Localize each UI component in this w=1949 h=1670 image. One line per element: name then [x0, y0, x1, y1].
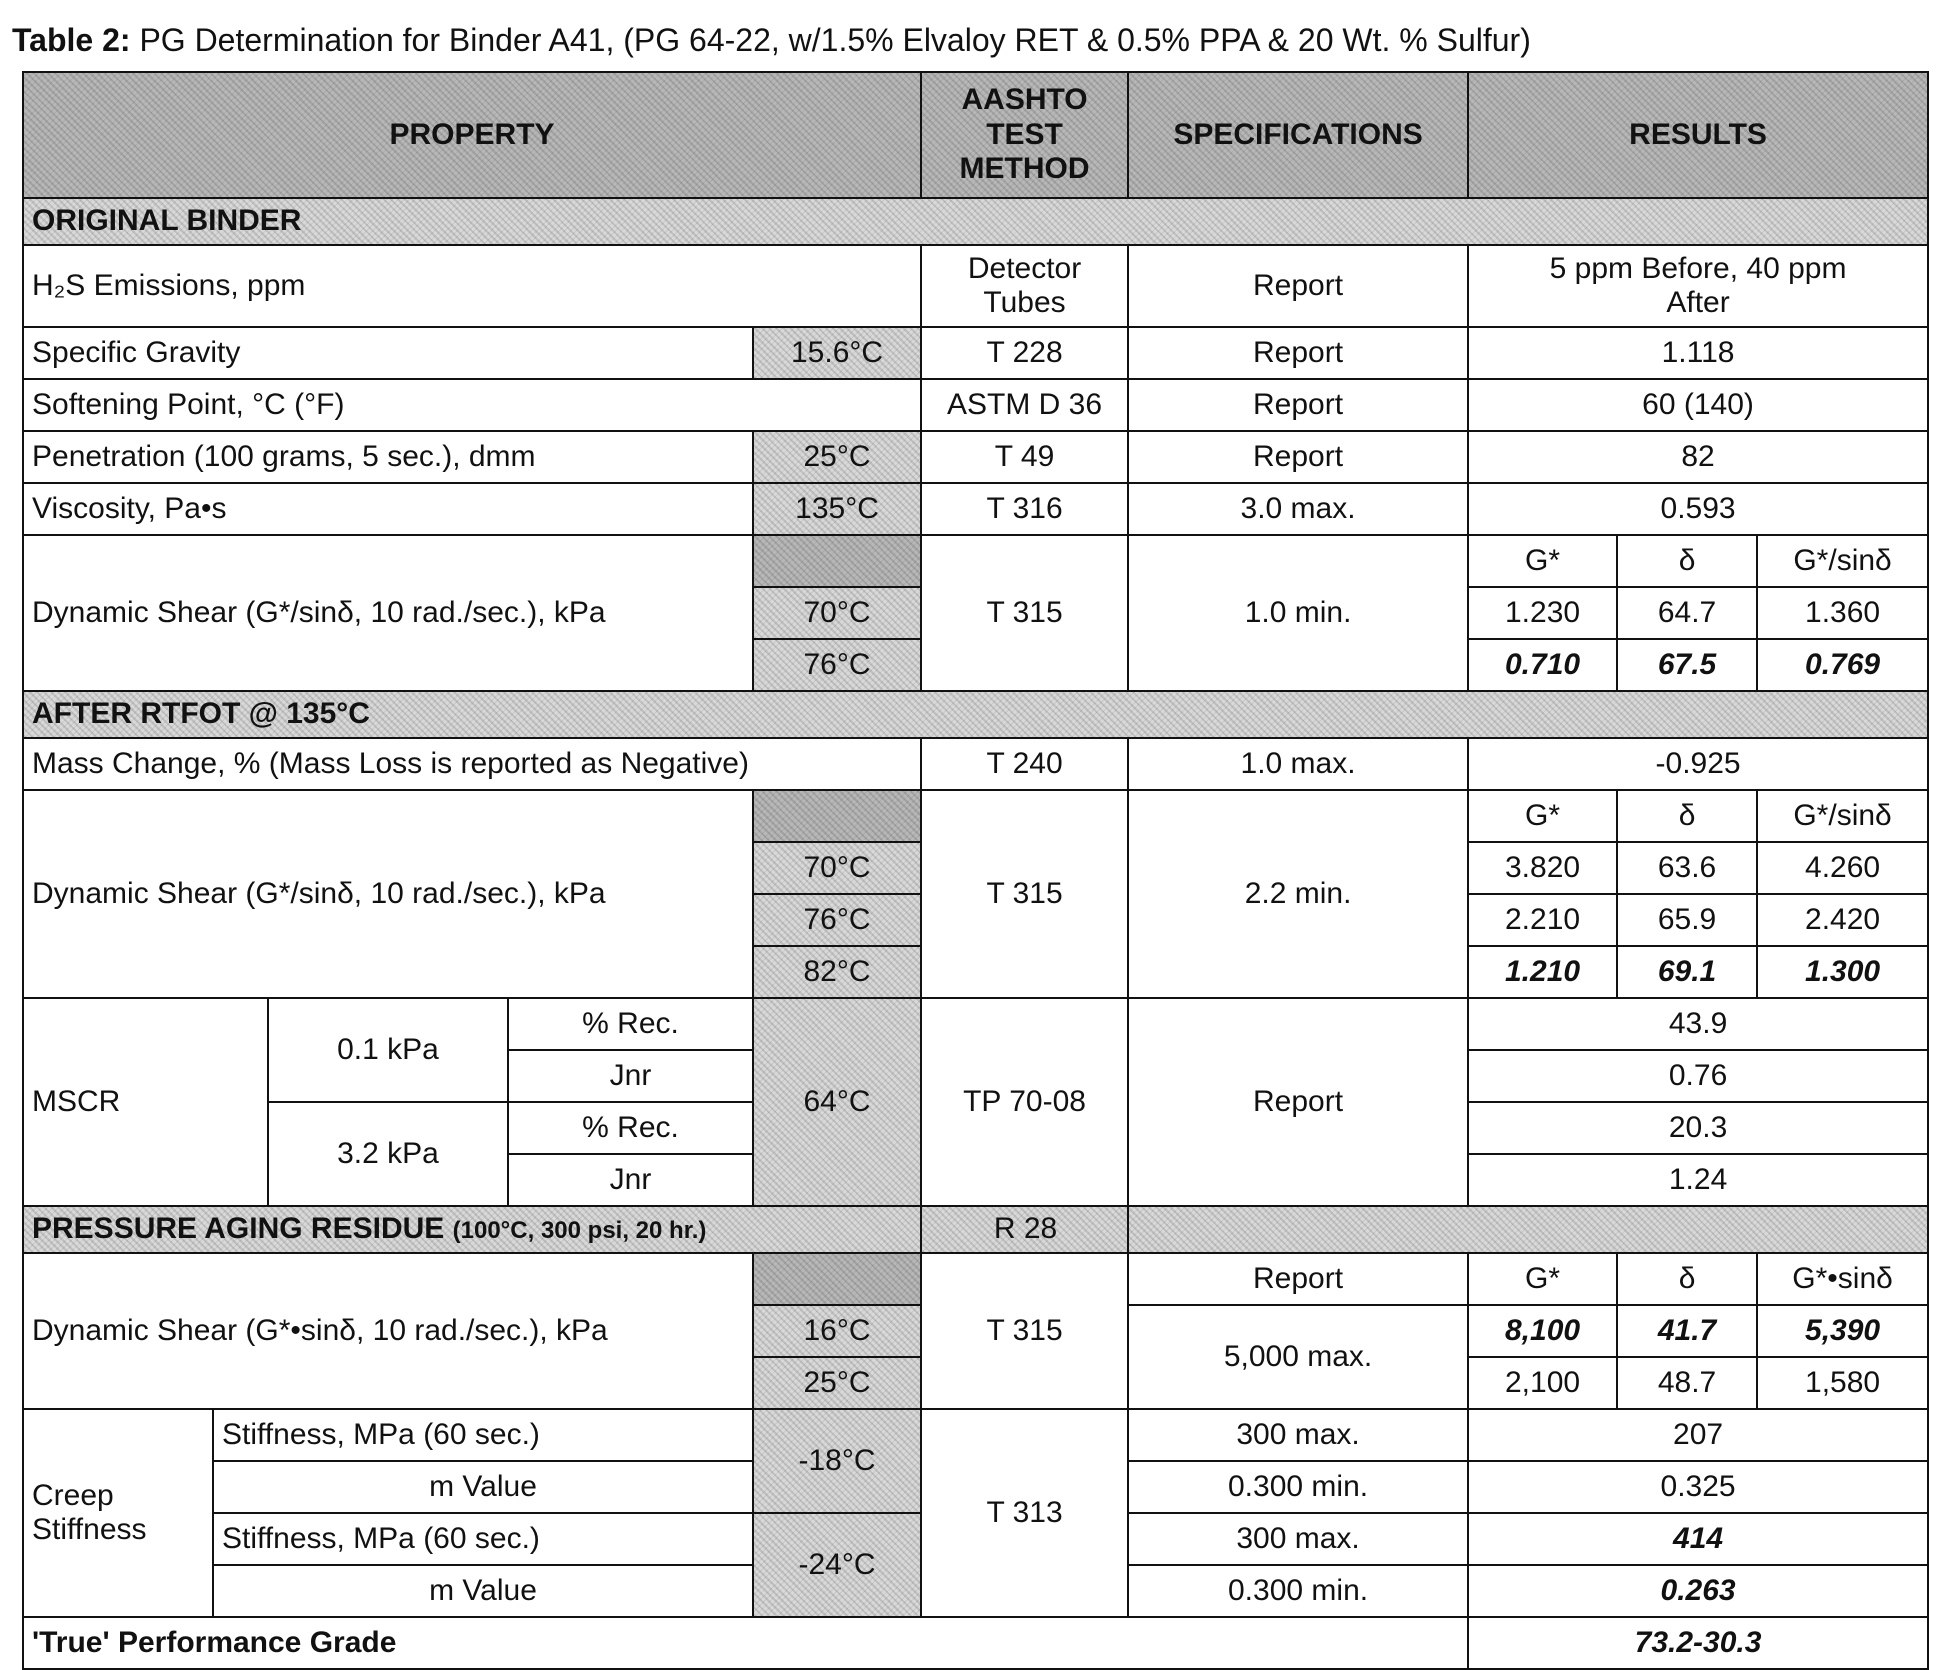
measure: % Rec. [508, 998, 753, 1050]
property: Dynamic Shear (G*•sinδ, 10 rad./sec.), kPa [23, 1253, 753, 1409]
temperature: 64°C [753, 998, 921, 1206]
method: T 49 [921, 431, 1128, 483]
section-row [23, 691, 1928, 738]
measure: Jnr [508, 1050, 753, 1102]
spec: 0.300 min. [1128, 1461, 1468, 1513]
creep-label: m Value [213, 1565, 753, 1617]
value: 0.710 [1468, 639, 1617, 691]
property: Mass Change, % (Mass Loss is reported as Negative) [23, 738, 921, 790]
temperature: 82°C [753, 946, 921, 998]
value: 67.5 [1617, 639, 1757, 691]
value: 63.6 [1617, 842, 1757, 894]
spec: Report [1128, 327, 1468, 379]
spec: 300 max. [1128, 1513, 1468, 1565]
spec: 1.0 max. [1128, 738, 1468, 790]
temperature: -18°C [753, 1409, 921, 1513]
result: 0.593 [1468, 483, 1928, 535]
temperature: 16°C [753, 1305, 921, 1357]
table-caption: PG Determination for Binder A41, (PG 64-22, w/1.5% Elvaloy RET & 0.5% PPA & 20 Wt. % Sulfur) [131, 22, 1531, 58]
header-row [23, 72, 1928, 198]
value: 1,580 [1757, 1357, 1928, 1409]
method: R 28 [921, 1206, 1128, 1253]
result: 0.76 [1468, 1050, 1928, 1102]
table-row [23, 535, 1928, 587]
col-g: G* [1468, 535, 1617, 587]
spec: 1.0 min. [1128, 535, 1468, 691]
property: MSCR [23, 998, 268, 1206]
header-results: RESULTS [1468, 72, 1928, 198]
spec: Report [1128, 431, 1468, 483]
method: T 228 [921, 327, 1128, 379]
table-row [23, 1617, 1928, 1669]
value: 4.260 [1757, 842, 1928, 894]
value: 64.7 [1617, 587, 1757, 639]
result: 20.3 [1468, 1102, 1928, 1154]
method: TP 70-08 [921, 998, 1128, 1206]
temperature-blank [753, 1253, 921, 1305]
col-delta: δ [1617, 1253, 1757, 1305]
table-label: Table 2: [12, 22, 131, 58]
section-after-rtfot: AFTER RTFOT @ 135°C [23, 691, 1928, 738]
table-row [23, 483, 1928, 535]
temperature-blank [753, 535, 921, 587]
col-g-sin: G*•sinδ [1757, 1253, 1928, 1305]
property: Specific Gravity [23, 327, 753, 379]
temperature: 76°C [753, 639, 921, 691]
result: 73.2-30.3 [1468, 1617, 1928, 1669]
spec: Report [1128, 245, 1468, 327]
method: T 313 [921, 1409, 1128, 1617]
table-title [12, 22, 1531, 59]
temperature-blank [753, 790, 921, 842]
creep-label: m Value [213, 1461, 753, 1513]
value: 0.769 [1757, 639, 1928, 691]
temperature: 70°C [753, 587, 921, 639]
spec: Report [1128, 998, 1468, 1206]
value: 48.7 [1617, 1357, 1757, 1409]
result: 1.118 [1468, 327, 1928, 379]
result: 207 [1468, 1409, 1928, 1461]
table-row [23, 245, 1928, 327]
method: ASTM D 36 [921, 379, 1128, 431]
table-row [23, 738, 1928, 790]
col-g: G* [1468, 790, 1617, 842]
result: 0.263 [1468, 1565, 1928, 1617]
spec: 300 max. [1128, 1409, 1468, 1461]
property: Viscosity, Pa•s [23, 483, 753, 535]
spec: 3.0 max. [1128, 483, 1468, 535]
table-row [23, 379, 1928, 431]
property: Dynamic Shear (G*/sinδ, 10 rad./sec.), kPa [23, 790, 753, 998]
spec: Report [1128, 1253, 1468, 1305]
value: 2,100 [1468, 1357, 1617, 1409]
method: T 240 [921, 738, 1128, 790]
value: 5,390 [1757, 1305, 1928, 1357]
creep-label: Stiffness, MPa (60 sec.) [213, 1409, 753, 1461]
col-delta: δ [1617, 790, 1757, 842]
result: 1.24 [1468, 1154, 1928, 1206]
temperature: 25°C [753, 1357, 921, 1409]
spec: 0.300 min. [1128, 1565, 1468, 1617]
value: 1.230 [1468, 587, 1617, 639]
value: 2.420 [1757, 894, 1928, 946]
method: Detector Tubes [921, 245, 1128, 327]
section-row [23, 1206, 1928, 1253]
method: T 315 [921, 790, 1128, 998]
measure: % Rec. [508, 1102, 753, 1154]
section-original-binder: ORIGINAL BINDER [23, 198, 1928, 245]
col-g-sin: G*/sinδ [1757, 790, 1928, 842]
table-row [23, 1253, 1928, 1305]
temperature: -24°C [753, 1513, 921, 1617]
col-g: G* [1468, 1253, 1617, 1305]
temperature: 76°C [753, 894, 921, 946]
section-note: (100°C, 300 psi, 20 hr.) [453, 1217, 707, 1244]
result: 43.9 [1468, 998, 1928, 1050]
value: 65.9 [1617, 894, 1757, 946]
table-row [23, 790, 1928, 842]
property: Creep Stiffness [23, 1409, 213, 1617]
value: 3.820 [1468, 842, 1617, 894]
col-delta: δ [1617, 535, 1757, 587]
header-property: PROPERTY [23, 72, 921, 198]
temperature: 15.6°C [753, 327, 921, 379]
value: 41.7 [1617, 1305, 1757, 1357]
section-pressure-aging [23, 1206, 921, 1253]
result: 5 ppm Before, 40 ppm After [1468, 245, 1928, 327]
result: 82 [1468, 431, 1928, 483]
result: 0.325 [1468, 1461, 1928, 1513]
result: -0.925 [1468, 738, 1928, 790]
temperature: 25°C [753, 431, 921, 483]
table-row [23, 431, 1928, 483]
section-title: PRESSURE AGING RESIDUE [32, 1212, 444, 1245]
table-row [23, 998, 1928, 1050]
property: Penetration (100 grams, 5 sec.), dmm [23, 431, 753, 483]
pg-determination-table [22, 71, 1929, 1670]
header-aashto: AASHTO TEST METHOD [921, 72, 1128, 198]
value: 2.210 [1468, 894, 1617, 946]
section-fill [1128, 1206, 1928, 1253]
col-g-sin: G*/sinδ [1757, 535, 1928, 587]
spec: Report [1128, 379, 1468, 431]
method: T 315 [921, 535, 1128, 691]
value: 1.300 [1757, 946, 1928, 998]
method: T 316 [921, 483, 1128, 535]
spec: 5,000 max. [1128, 1305, 1468, 1409]
section-row [23, 198, 1928, 245]
creep-label: Stiffness, MPa (60 sec.) [213, 1513, 753, 1565]
spec: 2.2 min. [1128, 790, 1468, 998]
temperature: 135°C [753, 483, 921, 535]
result: 414 [1468, 1513, 1928, 1565]
property: H₂S Emissions, ppm [23, 245, 921, 327]
stress-level: 3.2 kPa [268, 1102, 508, 1206]
value: 1.360 [1757, 587, 1928, 639]
measure: Jnr [508, 1154, 753, 1206]
property: Softening Point, °C (°F) [23, 379, 921, 431]
result: 60 (140) [1468, 379, 1928, 431]
stress-level: 0.1 kPa [268, 998, 508, 1102]
value: 69.1 [1617, 946, 1757, 998]
value: 8,100 [1468, 1305, 1617, 1357]
property: Dynamic Shear (G*/sinδ, 10 rad./sec.), kPa [23, 535, 753, 691]
table-row [23, 327, 1928, 379]
temperature: 70°C [753, 842, 921, 894]
header-specifications: SPECIFICATIONS [1128, 72, 1468, 198]
method: T 315 [921, 1253, 1128, 1409]
table-row [23, 1409, 1928, 1461]
property: 'True' Performance Grade [23, 1617, 1468, 1669]
value: 1.210 [1468, 946, 1617, 998]
